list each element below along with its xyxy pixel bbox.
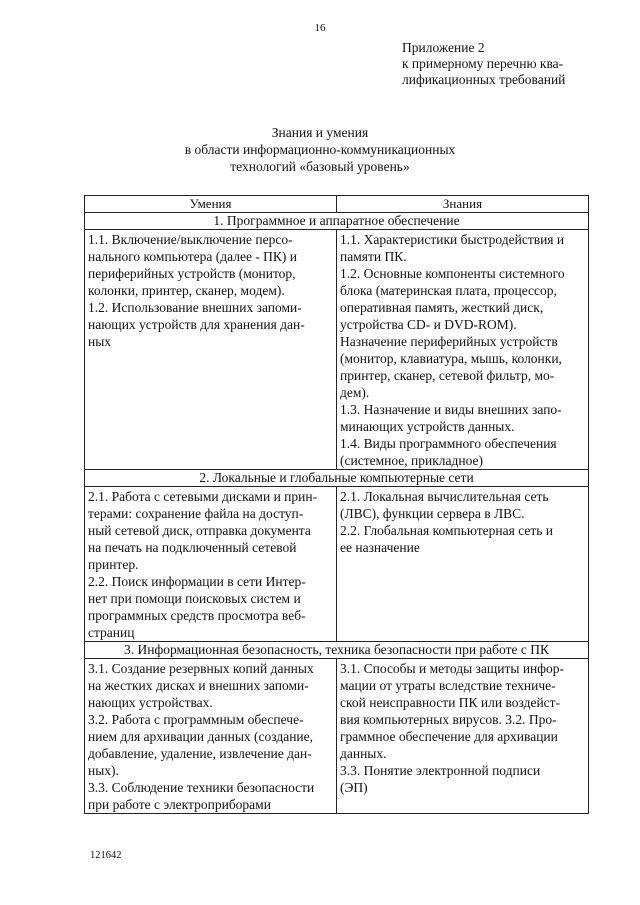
skills-line: терами: сохранение файла на доступ- [88,506,304,521]
knowledge-line: 1.2. Основные компоненты системного [340,266,565,281]
table-header-row [85,196,588,213]
skills-line: программных средств просмотра веб- [88,608,306,623]
knowledge-line: (монитор, клавиатура, мышь, колонки, [340,351,562,366]
skills-line: 3.2. Работа с программным обеспече- [88,712,304,727]
skills-line: 2.2. Поиск информации в сети Интер- [88,574,306,589]
appendix-line: к примерному перечню ква- [402,56,564,71]
knowledge-line: 3.3. Понятие электронной подписи [340,763,541,778]
knowledge-line: данных. [340,746,387,761]
knowledge-line: принтер, сканер, сетевой фильтр, мо- [340,368,555,383]
skills-line: нием для архивации данных (создание, [88,729,314,744]
section-title: 3. Информационная безопасность, техника безопасности при работе с ПК [85,642,588,659]
knowledge-line: 1.4. Виды программного обеспечения [340,436,557,451]
knowledge-cell [336,659,588,813]
skills-line: 3.3. Соблюдение техники безопасности [88,780,315,795]
knowledge-line: блока (материнская плата, процессор, [340,283,557,298]
skills-line: периферийных устройств (монитор, [88,266,296,281]
knowledge-line: мации от утраты вследствие техниче- [340,678,556,693]
skills-line: ных [88,334,112,349]
section-title: 1. Программное и аппаратное обеспечение [85,213,588,230]
knowledge-line: Назначение периферийных устройств [340,334,558,349]
skills-line: нет при помощи поисковых систем и [88,591,301,606]
section-row [85,487,588,642]
knowledge-line: 3.1. Способы и методы защиты инфор- [340,661,565,676]
skills-line: при работе с электроприборами [88,797,271,812]
skills-line: на жестких дисках и внешних запоми- [88,678,309,693]
knowledge-line: 1.1. Характеристики быстродействия и [340,232,565,247]
knowledge-line: граммное обеспечение для архивации [340,729,558,744]
knowledge-line: вия компьютерных вирусов. 3.2. Про- [340,712,557,727]
header-skills: Умения [189,196,232,211]
heading-line: технологий «базовый уровень» [230,159,410,174]
knowledge-line: оперативная память, жесткий диск, [340,300,544,315]
knowledge-line: 1.3. Назначение и виды внешних запо- [340,402,562,417]
page-number: 16 [314,22,326,34]
skills-line: ный сетевой диск, отправка документа [88,523,311,538]
appendix-line: лификационных требований [402,72,566,87]
skills-cell [85,230,336,469]
skills-line: страниц [88,625,135,640]
skills-line: 1.2. Использование внешних запоми- [88,300,302,315]
skills-line: 2.1. Работа с сетевыми дисками и прин- [88,489,318,504]
skills-line: принтер. [88,557,139,572]
knowledge-line: ской неисправности ПК или воздейст- [340,695,561,710]
skills-cell [85,487,336,641]
knowledge-line: (ЛВС), функции сервера в ЛВС. [340,506,525,521]
skills-line: добавление, удаление, извлечение дан- [88,746,312,761]
skills-line: на печать на подключенный сетевой [88,540,297,555]
skills-line: нающих устройствах. [88,695,213,710]
document-heading [0,124,640,175]
knowledge-line: (ЭП) [340,780,368,795]
skills-line: 1.1. Включение/выключение персо- [88,232,293,247]
skills-line: колонки, принтер, сканер, модем). [88,283,285,298]
section-row [85,659,588,813]
section-row [85,230,588,470]
knowledge-line: устройства CD- и DVD-ROM). [340,317,517,332]
knowledge-cell [336,487,588,641]
knowledge-line: дем). [340,385,370,400]
appendix-line: Приложение 2 [402,40,485,55]
skills-line: 3.1. Создание резервных копий данных [88,661,314,676]
knowledge-line: (системное, прикладное) [340,453,484,468]
skills-line: ных). [88,763,119,778]
knowledge-line: памяти ПК. [340,249,407,264]
document-code: 121642 [90,850,122,861]
knowledge-line: минающих устройств данных. [340,419,515,434]
appendix-note [402,40,632,88]
heading-line: в области информационно-коммуникационных [184,142,456,157]
header-knowledge: Знания [336,196,588,212]
knowledge-line: 2.2. Глобальная компьютерная сеть и [340,523,554,538]
section-title: 2. Локальные и глобальные компьютерные сети [85,470,588,487]
skills-knowledge-table [84,195,589,814]
knowledge-line: ее назначение [340,540,420,555]
skills-line: нального компьютера (далее - ПК) и [88,249,298,264]
knowledge-line: 2.1. Локальная вычислительная сеть [340,489,549,504]
knowledge-cell [336,230,588,469]
heading-line: Знания и умения [271,125,369,140]
skills-line: нающих устройств для хранения дан- [88,317,305,332]
skills-cell [85,659,336,813]
